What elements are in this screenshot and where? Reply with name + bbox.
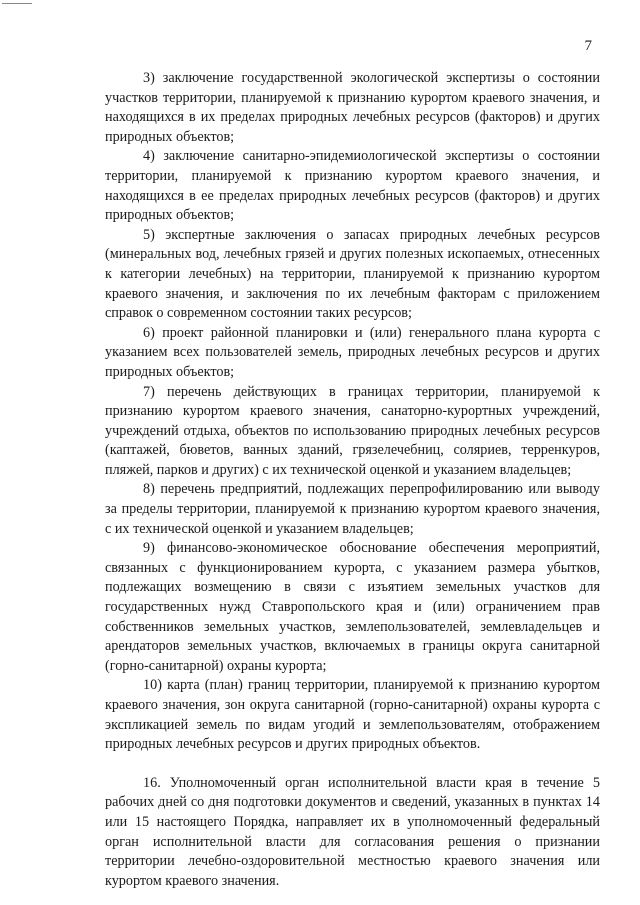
section-16-paragraph: 16. Уполномоченный орган исполнительной власти края в течение 5 рабочих дней со дня подготовки документов и сведений, указанных в пунктах 14 или 15 настоящего Порядка, направляет их в уполномоченный федеральный орган исполнительной власти для согласования решения о признании территории лечебно-оздоровительной местностью краевого значения или курортом краевого значения. xyxy=(105,774,600,889)
list-item-3: 3) заключение государственной экологической экспертизы о состоянии участков территории, планируемой к признанию курортом краевого значения, и находящихся в их пределах природных лечебных ресурсов (факторов) и других природных объектов; xyxy=(105,70,600,145)
list-item-6: 6) проект районной планировки и (или) генерального плана курорта с указанием всех пользователей земель, природных лечебных ресурсов и других природных объектов; xyxy=(105,324,600,380)
page-number: 7 xyxy=(584,38,592,54)
list-item-5: 5) экспертные заключения о запасах природных лечебных ресурсов (минеральных вод, лечебных грязей и других полезных ископаемых, отнесенных к категории лечебных) на территории, планируемой к признанию курортом краевого значения, и заключения по их лечебным факторам с приложением справок о современном состоянии таких ресурсов; xyxy=(105,226,600,322)
list-item-7: 7) перечень действующих в границах территории, планируемой к признанию курортом краевого значения, санаторно-курортных учреждений, учреждений отдыха, объектов по использованию природных лечебных ресурсов (каптажей, бюветов, ванных зданий, грязелечебниц, соляриев, терренкуров, пляжей, парков и других) с их технической оценкой и указанием владельцев; xyxy=(105,383,600,478)
paragraph-gap xyxy=(105,755,600,774)
list-item-8: 8) перечень предприятий, подлежащих перепрофилированию или выводу за пределы территории, планируемой к признанию курортом краевого значения, с их технической оценкой и указанием владельцев; xyxy=(105,481,600,537)
corner-mark xyxy=(2,3,32,4)
document-body xyxy=(105,69,600,891)
list-item-4: 4) заключение санитарно-эпидемиологической экспертизы о состоянии территории, планируемой к признанию курортом краевого значения, и находящихся в ее пределах природных лечебных ресурсов (факторов) и других природных объектов; xyxy=(105,148,600,224)
list-item-9: 9) финансово-экономическое обоснование обеспечения мероприятий, связанных с функционированием курорта, с указанием размера убытков, подлежащих возмещению в связи с изъятием земельных участков для государственных нужд Ставропольского края и (или) ограничением прав собственников земельных участков, землепользователей, землевладельцев и арендаторов земельных участков, включаемых в границы округа санитарной (горно-санитарной) охраны курорта; xyxy=(105,540,600,674)
list-item-10: 10) карта (план) границ территории, планируемой к признанию курортом краевого значения, зон округа санитарной (горно-санитарной) охраны курорта с экспликацией земель по видам угодий и землепользователям, отображением природных лечебных ресурсов и других природных объектов. xyxy=(105,677,600,753)
